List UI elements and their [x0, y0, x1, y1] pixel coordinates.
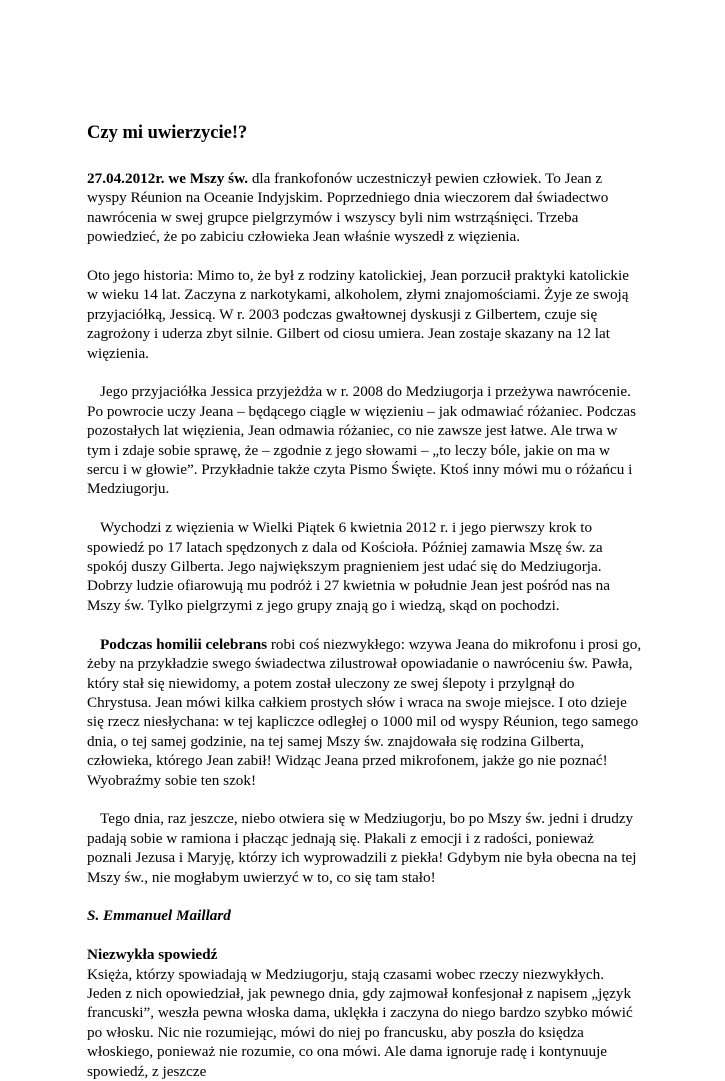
- page-title: Czy mi uwierzycie!?: [87, 123, 248, 143]
- section-line-1: Księża, którzy spowiadają w Medziugorju, stają czasami wobec rzeczy niezwykłych.: [87, 965, 605, 983]
- paragraph-5: [87, 635, 642, 790]
- paragraph-6: Tego dnia, raz jeszcze, niebo otwiera się w Medziugorju, bo po Mszy św. jedni i drudzy padają sobie w ramiona i płacząc jednają się. Płakali z emocji i z radości, ponieważ poznali Jezusa i Maryję, którzy ich wyprowadzili z piekła! Gdybym nie była obecna na tej Mszy św., nie mogłabym uwierzyć w to, co się tam stało!: [87, 810, 637, 886]
- paragraph-1: [87, 169, 642, 247]
- paragraph-1-text: dla frankofonów uczestniczył pewien człowiek. To Jean z wyspy Réunion na Oceanie Indyjskim. Poprzedniego dnia wieczorem dał świadectwo nawrócenia w swej grupce pielgrzymów i wszyscy byli nim wstrząśnięci. Trzeba powiedzieć, że po zabiciu człowieka Jean właśnie wyszedł z więzienia.: [87, 170, 609, 246]
- paragraph-4: Wychodzi z więzienia w Wielki Piątek 6 kwietnia 2012 r. i jego pierwszy krok to spowiedź po 17 latach spędzonych z dala od Kościoła. Później zamawia Mszę św. za spokój duszy Gilberta. Jego największym pragnieniem jest udać się do Medziugorja. Dobrzy ludzie ofiarowują mu podróż i 27 kwietnia w południe Jean jest pośród nas na Mszy św. Tylko pielgrzymi z jego grupy znają go i wiedzą, skąd on pochodzi.: [87, 519, 610, 614]
- homily-lead: Podczas homilii celebrans: [100, 635, 268, 653]
- article: [87, 122, 642, 1081]
- paragraph-3: Jego przyjaciółka Jessica przyjeżdża w r. 2008 do Medziugorja i przeżywa nawrócenie. Po powrocie uczy Jeana – będącego ciągle w więzieniu – jak odmawiać różaniec. Podczas pozostałych lat więzienia, Jean odmawia różaniec, co nie zawsze jest łatwe. Ale trwa w tym i zdaje sobie sprawę, że – zgodnie z jego słowami – „to leczy bóle, jakie on ma w sercu i w głowie”. Przykładnie także czyta Pismo Święte. Ktoś inny mówi mu o różańcu i Medziugorju.: [87, 383, 637, 498]
- paragraph-5-text: robi coś niezwykłego: wzywa Jeana do mikrofonu i prosi go, żeby na przykładzie swego świadectwa zilustrował opowiadanie o nawróceniu św. Pawła, który stał się niewidomy, a potem został uleczony ze swej ślepoty i przylgnął do Chrystusa. Jean mówi kilka całkiem prostych słów i wraca na swoje miejsce. I oto dzieje się rzecz niesłychana: w tej kapliczce odległej o 1000 mil od wyspy Réunion, tego samego dnia, o tej samej godzinie, na tej samej Mszy św. znajdowała się rodzina Gilberta, człowieka, którego Jean zabił! Widząc Jeana przed mikrofonem, jakże go nie poznać! Wyobraźmy sobie ten szok!: [87, 635, 642, 789]
- date-lead: 27.04.2012r. we Mszy św.: [87, 170, 249, 187]
- paragraph-2: Oto jego historia: Mimo to, że był z rodziny katolickiej, Jean porzucił praktyki katolickie w wieku 14 lat. Zaczyna z narkotykami, alkoholem, złymi znajomościami. Żyje ze swoją przyjaciółką, Jessicą. W r. 2003 podczas gwałtownej dyskusji z Gilbertem, czuje się zagrożony i uderza zbyt silnie. Gilbert od ciosu umiera. Jean zostaje skazany na 12 lat więzienia.: [87, 267, 629, 362]
- section-heading: Niezwykła spowiedź: [87, 946, 218, 964]
- section-line-2: Jeden z nich opowiedział, jak pewnego dnia, gdy zajmował konfesjonał z napisem „język francuski”, weszła pewna włoska dama, uklękła i zaczyna do niego bardzo szybko mówić po włosku. Nic nie rozumiejąc, mówi do niej po francusku, aby poszła do księdza włoskiego, ponieważ nie rozumie, co ona mówi. Ale dama ignoruje radę i kontynuuje spowiedź, z jeszcze: [87, 984, 633, 1080]
- signature: S. Emmanuel Maillard: [87, 907, 231, 925]
